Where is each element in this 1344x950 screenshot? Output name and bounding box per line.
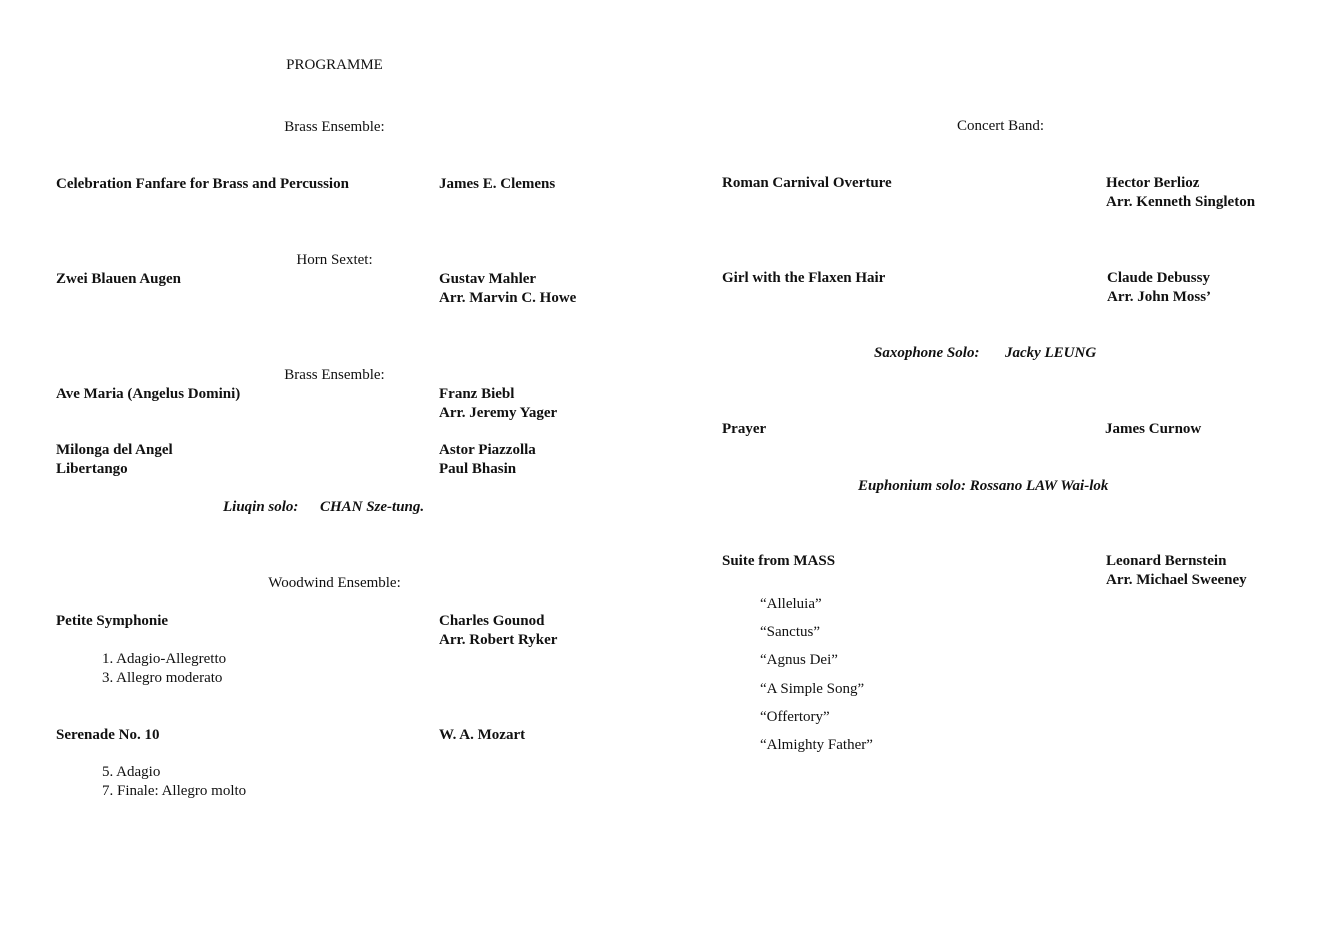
movement: “Offertory” (760, 708, 830, 725)
soloist-line: Euphonium solo: Rossano LAW Wai-lok (858, 478, 1109, 494)
composer-block (439, 612, 557, 650)
piece-title: Milonga del Angel (56, 442, 173, 458)
piece-title: Roman Carnival Overture (722, 175, 892, 191)
composer: Charles Gounod (439, 613, 545, 629)
arranger: Arr. Kenneth Singleton (1106, 194, 1256, 210)
section-heading-horn-sextet: Horn Sextet: (296, 252, 373, 268)
composer: Gustav Mahler (439, 271, 537, 287)
section-heading-concert-band: Concert Band: (956, 118, 1045, 134)
composer-block (1106, 552, 1247, 590)
movement: 1. Adagio-Allegretto (102, 651, 227, 667)
piece-title: Zwei Blauen Augen (56, 271, 182, 287)
composer: Claude Debussy (1107, 270, 1210, 286)
piece-title: Ave Maria (Angelus Domini) (56, 386, 241, 402)
composer: James E. Clemens (439, 176, 556, 192)
composer: Hector Berlioz (1106, 175, 1200, 191)
section-heading-brass-ensemble-2: Brass Ensemble: (284, 367, 385, 383)
piece-title: Serenade No. 10 (56, 727, 160, 743)
arranger: Arr. Jeremy Yager (439, 405, 558, 421)
piece-title: Prayer (722, 421, 767, 437)
movement: “Agnus Dei” (760, 652, 838, 669)
programme-title: PROGRAMME (286, 57, 383, 73)
section-heading-woodwind-ensemble: Woodwind Ensemble: (268, 575, 401, 591)
composer-block (439, 270, 576, 308)
soloist-line (223, 498, 424, 517)
movement: “Almighty Father” (760, 737, 873, 754)
composer: W. A. Mozart (439, 727, 526, 743)
composer: James Curnow (1105, 421, 1202, 437)
arranger: Arr. John Moss’ (1107, 289, 1212, 305)
composer-block (439, 385, 557, 423)
composer-block (1106, 174, 1255, 212)
piece-title: Libertango (56, 461, 128, 477)
arranger: Arr. Michael Sweeney (1106, 572, 1247, 588)
piece-title: Suite from MASS (722, 553, 836, 569)
composer: Paul Bhasin (439, 461, 517, 477)
movement: “Alleluia” (760, 596, 822, 612)
piece-block (56, 441, 173, 479)
section-heading-brass-ensemble-1: Brass Ensemble: (284, 119, 385, 135)
soloist-label: Liuqin solo: (223, 499, 299, 515)
arranger: Arr. Robert Ryker (439, 632, 558, 648)
piece-title: Petite Symphonie (56, 613, 169, 629)
composer: Franz Biebl (439, 386, 515, 402)
movement: 3. Allegro moderato (102, 670, 223, 686)
composer: Astor Piazzolla (439, 442, 536, 458)
movement-list (760, 590, 873, 759)
movement: “A Simple Song” (760, 680, 865, 697)
soloist-label: Saxophone Solo: (874, 345, 980, 361)
soloist-name: CHAN Sze-tung. (319, 499, 425, 515)
movement: “Sanctus” (760, 624, 820, 641)
composer-block (439, 441, 536, 479)
soloist-name: Jacky LEUNG (1004, 345, 1097, 361)
movement-list (102, 763, 246, 801)
composer: Leonard Bernstein (1106, 553, 1227, 569)
soloist-line (874, 344, 1096, 363)
piece-title: Celebration Fanfare for Brass and Percussion (56, 176, 349, 192)
movement: 7. Finale: Allegro molto (102, 783, 247, 799)
arranger: Arr. Marvin C. Howe (439, 290, 577, 306)
movement-list (102, 650, 226, 688)
composer-block (1107, 269, 1211, 307)
piece-title: Girl with the Flaxen Hair (722, 270, 886, 286)
movement: 5. Adagio (102, 764, 161, 780)
